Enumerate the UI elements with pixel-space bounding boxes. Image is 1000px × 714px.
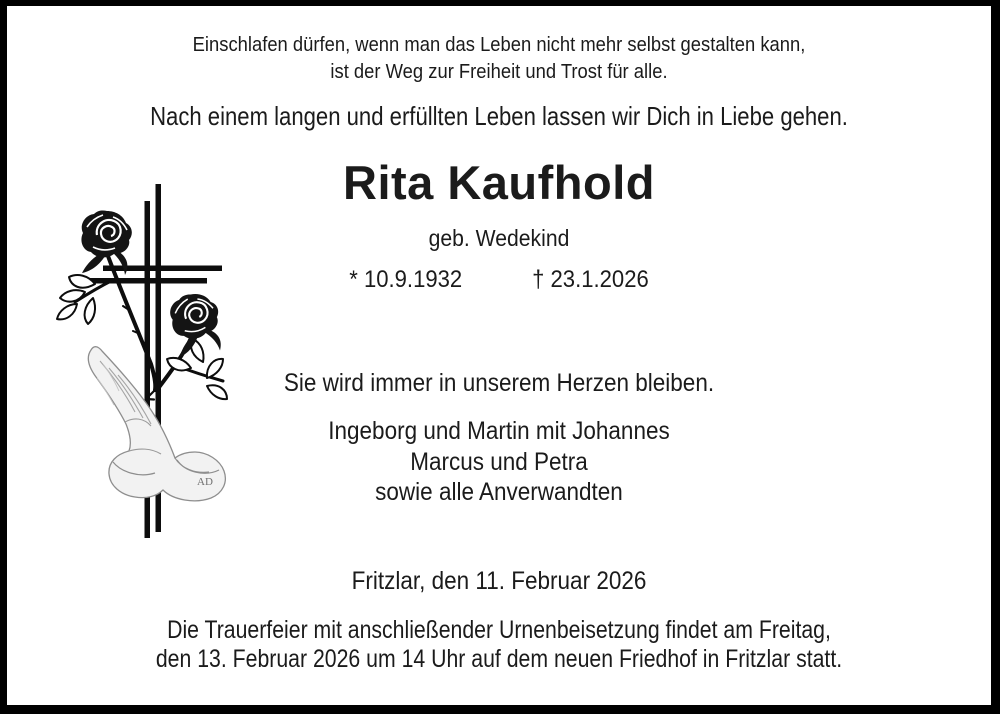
epigraph-line-1: Einschlafen dürfen, wenn man das Leben nicht mehr selbst gestalten kann, <box>192 34 806 56</box>
mourners-line-2: Marcus und Petra <box>410 447 588 476</box>
funeral-info <box>81 616 917 674</box>
birth-date: * 10.9.1932 <box>349 266 463 293</box>
mourners-line-1: Ingeborg und Martin mit Johannes <box>328 417 670 445</box>
mourners-line-3: sowie alle Anverwandten <box>375 478 623 506</box>
intro-line: Nach einem langen und erfüllten Leben lassen wir Dich in Liebe gehen. <box>150 101 848 131</box>
epigraph <box>46 32 951 86</box>
funeral-info-line-2: den 13. Februar 2026 um 14 Uhr auf dem neuen Friedhof in Fritzlar statt. <box>155 645 843 673</box>
place-and-date: Fritzlar, den 11. Februar 2026 <box>351 567 647 595</box>
epigraph-line-2: ist der Weg zur Freiheit und Trost für alle. <box>330 61 668 83</box>
maiden-name: geb. Wedekind <box>428 225 570 251</box>
duerer-monogram: AD <box>197 476 213 488</box>
deceased-name: Rita Kaufhold <box>343 156 655 209</box>
funeral-info-line-1: Die Trauerfeier mit anschließender Urnenbeisetzung findet am Freitag, <box>167 616 831 644</box>
mourners-list <box>56 416 942 508</box>
remembrance-line: Sie wird immer in unserem Herzen bleiben. <box>283 369 715 397</box>
death-date: † 23.1.2026 <box>532 266 649 293</box>
